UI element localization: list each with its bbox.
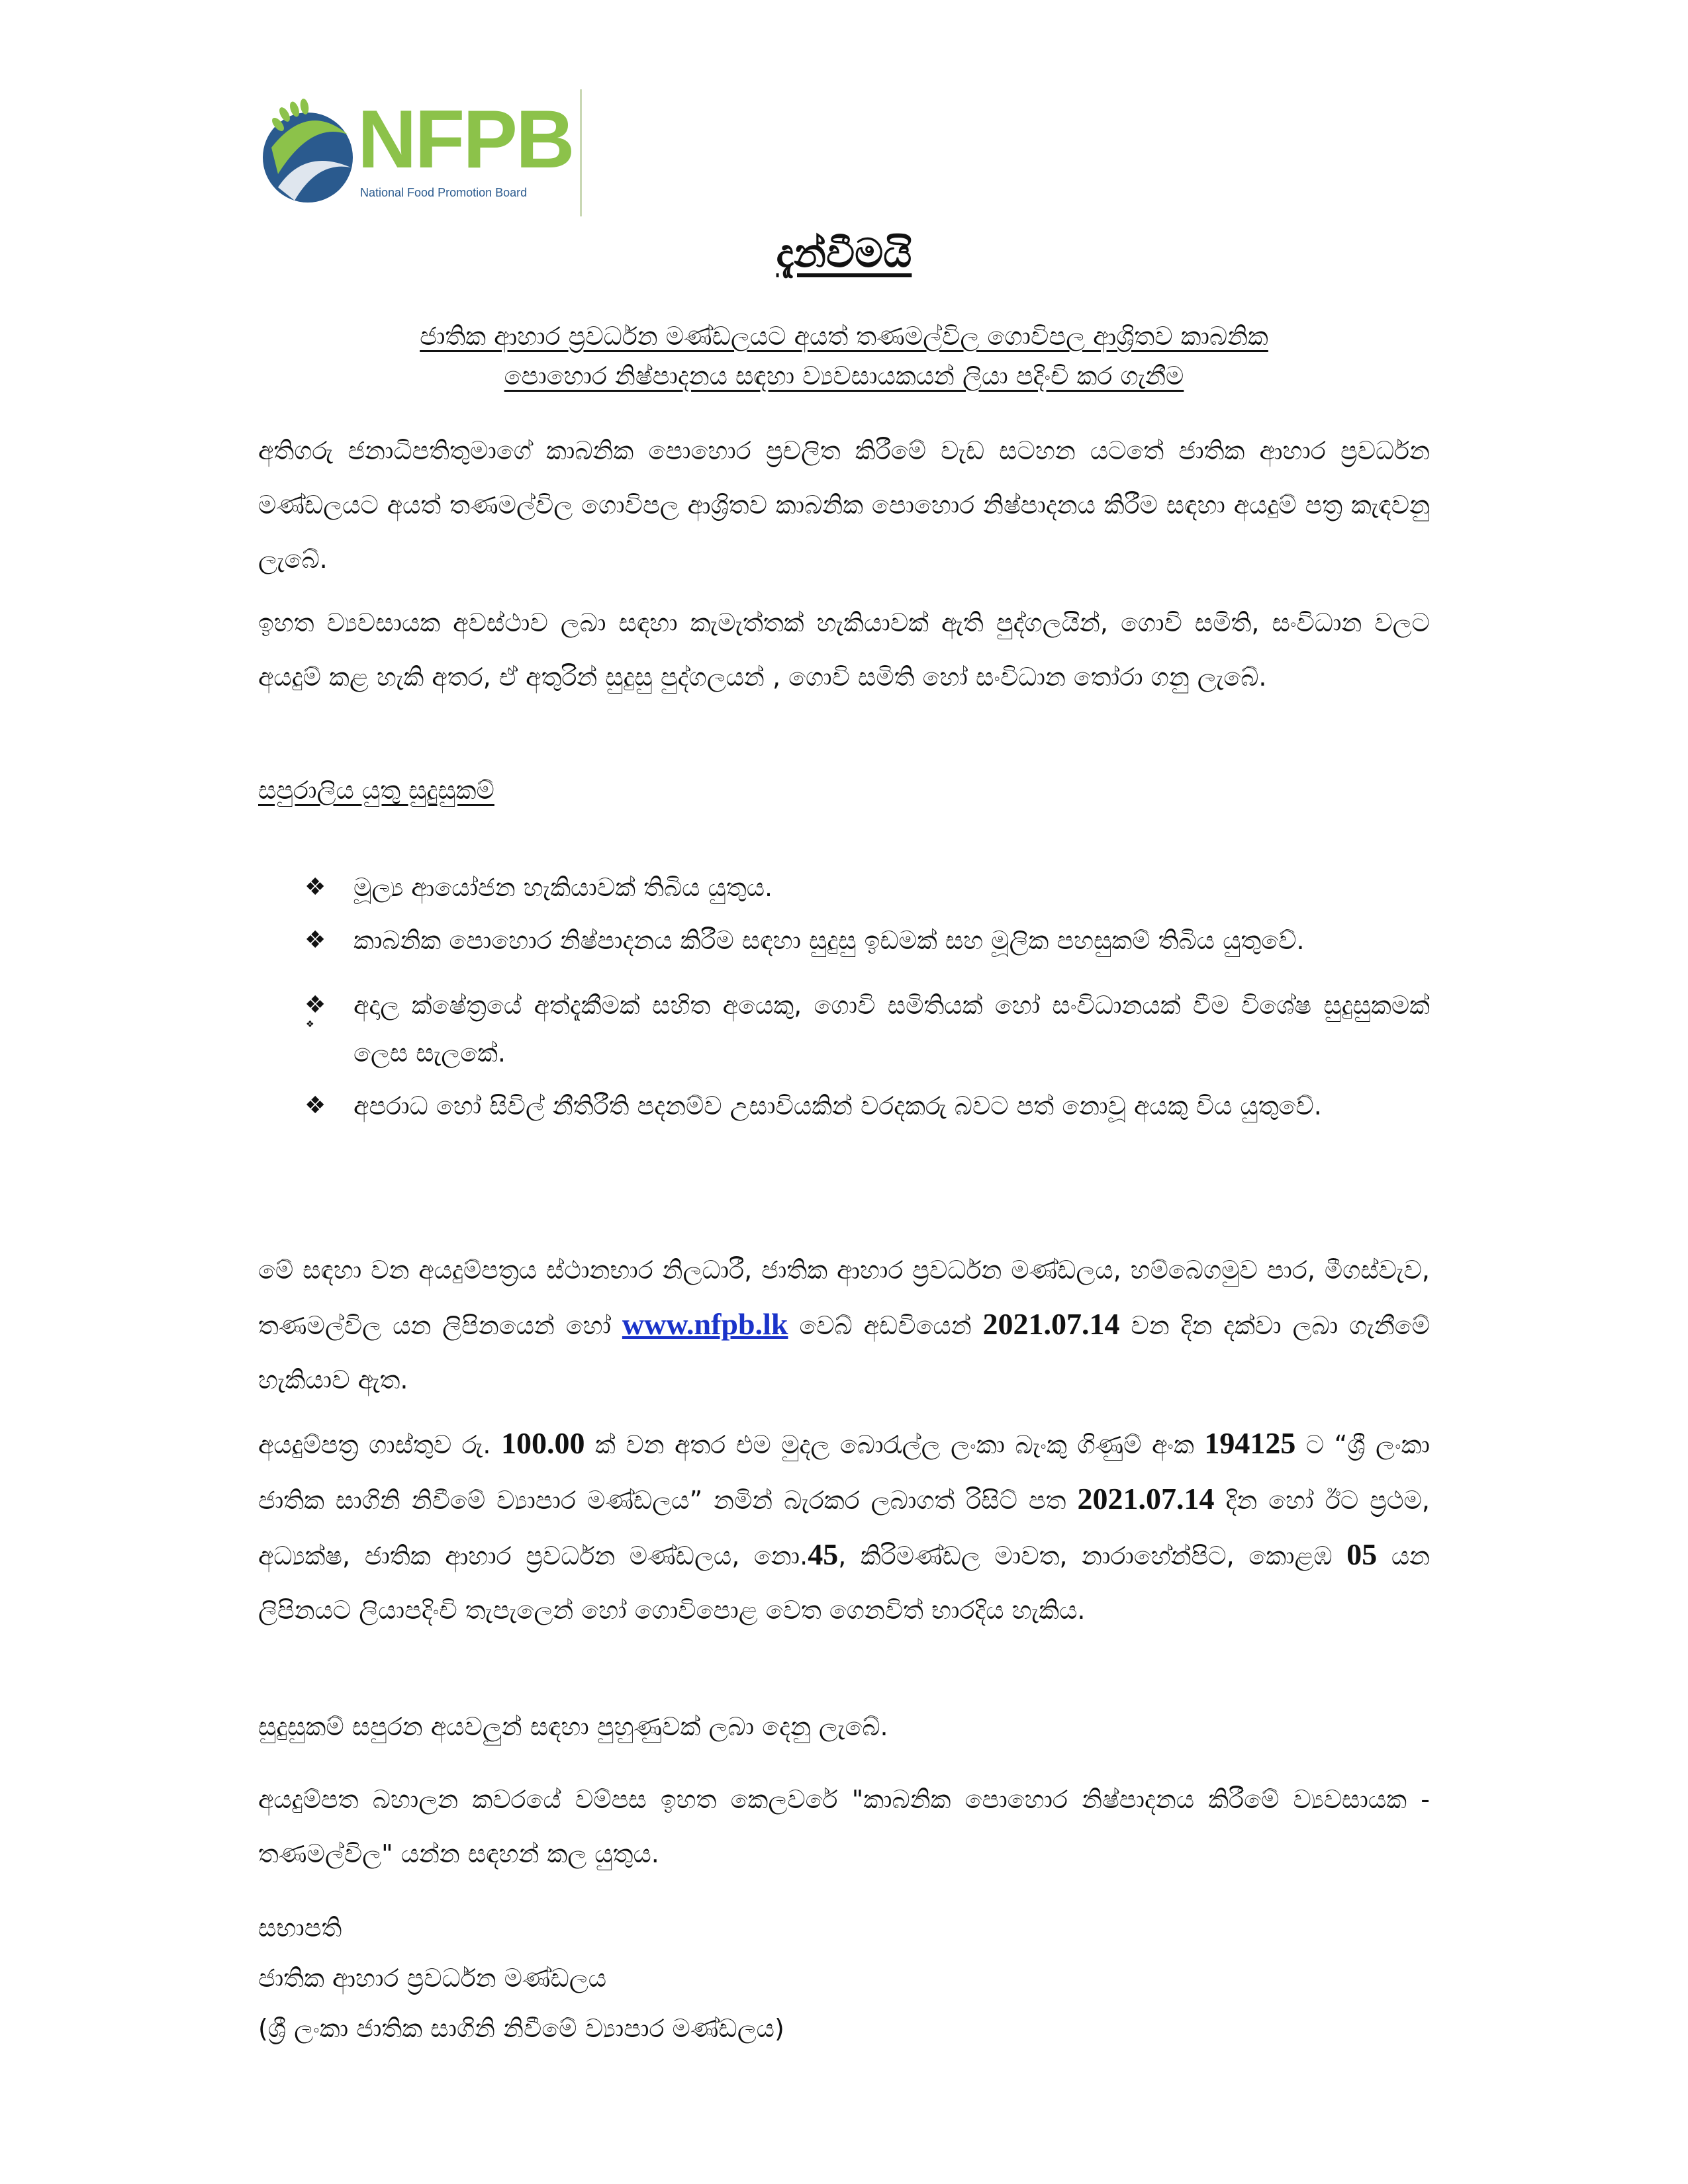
paragraph-text: අයදුම්පත්‍ර ගාස්තුව රු. bbox=[258, 1430, 501, 1459]
list-item-text: මූල්‍ය ආයෝජන හැකියාවක් තිබිය යුතුය. bbox=[353, 873, 773, 902]
paragraph-training: සුදුසුකම් සපුරන අයවලුන් සඳහා පුහුණුවක් ලබා දෙනු ලැබේ. bbox=[258, 1712, 888, 1741]
list-item bbox=[305, 864, 1430, 911]
list-item-text: අපරාධ හෝ සිවිල් නීතිරීති පදනම්ව උසාවියකින් වරදකරු බවට පත් නොවූ අයකු විය යුතුවේ. bbox=[353, 1091, 1322, 1120]
logo-subtitle: National Food Promotion Board bbox=[360, 186, 528, 199]
rice-sheaf-icon bbox=[258, 95, 357, 210]
subtitle-line-1: ජාතික ආහාර ප්‍රවර්ධන මණ්ඩලයට අයත් තණමල්විල ගොවිපල ආශ්‍රිතව කාබනික bbox=[420, 322, 1268, 351]
nfpb-logo bbox=[258, 89, 583, 215]
paragraph-text: මේ සඳහා වන අයදුම්පත්‍රය ස්ථානභාර නිලධාරී, ජාතික ආහාර ප්‍රවර්ධන මණ්ඩලය, හම්බෙගමුව පාර, මීගස්වැව, තණමල්විල යන ලිපිනයෙන් හෝ bbox=[258, 1255, 1430, 1340]
paragraph-text: වන දින දක්වා ලබා ගැනීමේ හැකියාව ඇත. bbox=[258, 1311, 1430, 1394]
paragraph-text: ක් වන අතර එම මුදල බොරැල්ල ලංකා බැංකු ගිණුම් අංක bbox=[585, 1430, 1205, 1459]
logo-wordmark: NFPB bbox=[357, 94, 573, 185]
list-item-text: අදාල ක්ෂේත්‍රයේ අත්දැකීමක් සහිත අයෙකු, ගොවි සමිතියක් හෝ සංවිධානයක් වීම විශේෂ සුදුසුකමක් ලෙස සැලකේ. bbox=[353, 991, 1430, 1068]
diamond-bullet-icon: ❖ bbox=[305, 991, 326, 1019]
diamond-bullet-icon: ❖ bbox=[305, 1092, 326, 1119]
fee-amount: 100.00 bbox=[501, 1426, 585, 1460]
paragraph-envelope: අයදුම්පත බහාලන කවරයේ වම්පස ඉහත කෙලවරේ "කාබනික පොහොර නිෂ්පාදනය කිරීමේ ව්‍යවසායක - තණමල්විල" යන්න සඳහන් කල යුතුය. bbox=[258, 1785, 1430, 1868]
diamond-bullet-icon: ❖ bbox=[305, 927, 326, 954]
paragraph-text: වෙබ් අඩවියෙන් bbox=[788, 1311, 983, 1340]
logo-divider bbox=[580, 89, 582, 216]
paragraph-text: ට “ශ්‍රී ලංකා ජාතික සාගිනි නිවීමේ ව්‍යාපාර මණ්ඩලය” නමින් බැරකර ලබාගත් රිසිට් පත bbox=[258, 1430, 1430, 1515]
address-number: 45 bbox=[808, 1537, 839, 1571]
paragraph-intro: අතිගරු ජනාධිපතිතුමාගේ කාබනික පොහොර ප්‍රචලිත කිරීමේ වැඩ සටහන යටතේ ජාතික ආහාර ප්‍රවර්ධන මණ්ඩලයට අයත් තණමල්විල ගොවිපල ආශ්‍රිතව කාබනික පොහොර නිෂ්පාදනය කිරීම සඳහා අයදුම් පත්‍ර කැඳවනු ලැබේ. bbox=[258, 436, 1430, 574]
paragraph-text: දින හෝ ඊට ප්‍රථම, අධ්‍යක්ෂ, ජාතික ආහාර ප්‍රවර්ධන මණ්ඩලය, නො. bbox=[258, 1486, 1430, 1570]
deadline-date: 2021.07.14 bbox=[1077, 1482, 1215, 1516]
notice-subtitle bbox=[258, 316, 1430, 396]
list-item bbox=[305, 917, 1430, 964]
paragraph-application-source bbox=[258, 1243, 1430, 1407]
list-item bbox=[305, 981, 1430, 1077]
signature-block bbox=[258, 1903, 784, 2054]
paragraph-eligibility: ඉහත ව්‍යවසායක අවස්ථාව ලබා සඳහා කැමැත්තක් හැකියාවක් ඇති පුද්ගලයින්, ගොවි සමිති, සංවිධාන වලට අයදුම් කළ හැකි අතර, ඒ අතුරින් සුදුසු පුද්ගලයන් , ගොවි සමිති හෝ සංවිධාන තෝරා ගනු ලැබේ. bbox=[258, 608, 1430, 692]
paragraph-fee bbox=[258, 1416, 1430, 1637]
website-link[interactable]: www.nfpb.lk bbox=[622, 1307, 788, 1341]
diamond-bullet-icon: ❖ bbox=[305, 874, 326, 901]
signature-parent-organization: (ශ්‍රී ලංකා ජාතික සාගිනි නිවීමේ ව්‍යාපාර මණ්ඩලය) bbox=[258, 2014, 784, 2043]
requirements-list bbox=[305, 864, 1430, 1130]
signature-title: සභාපති bbox=[258, 1913, 342, 1942]
deadline-date: 2021.07.14 bbox=[982, 1307, 1120, 1341]
page-title: දැන්වීමයි bbox=[776, 230, 912, 277]
signature-organization: ජාතික ආහාර ප්‍රවර්ධන මණ්ඩලය bbox=[258, 1964, 607, 1993]
list-item-text: කාබනික පොහොර නිෂ්පාදනය කිරීම සඳහා සුදුසු ඉඩමක් සහ මූලික පහසුකම් තිබිය යුතුවේ. bbox=[353, 926, 1305, 955]
paragraph-text: යන ලිපිනයට ලියාපදිංචි තැපැලෙන් හෝ ගොවිපොළ වෙත ගෙනවිත් භාරදිය හැකිය. bbox=[258, 1541, 1430, 1625]
paragraph-text: , කිරිමණ්ඩල මාවත, නාරාහේන්පිට, කොළඹ bbox=[838, 1541, 1347, 1570]
small-diamond-icon: ❖ bbox=[306, 1019, 314, 1030]
postal-code: 05 bbox=[1346, 1537, 1378, 1571]
account-number: 194125 bbox=[1204, 1426, 1296, 1460]
list-item bbox=[305, 1082, 1430, 1130]
subtitle-line-2: පොහොර නිෂ්පාදනය සඳහා ව්‍යවසායකයන් ලියා පදිංචි කර ගැනීම bbox=[504, 361, 1184, 390]
requirements-heading: සපුරාලිය යුතු සුදුසුකම් bbox=[258, 776, 494, 805]
